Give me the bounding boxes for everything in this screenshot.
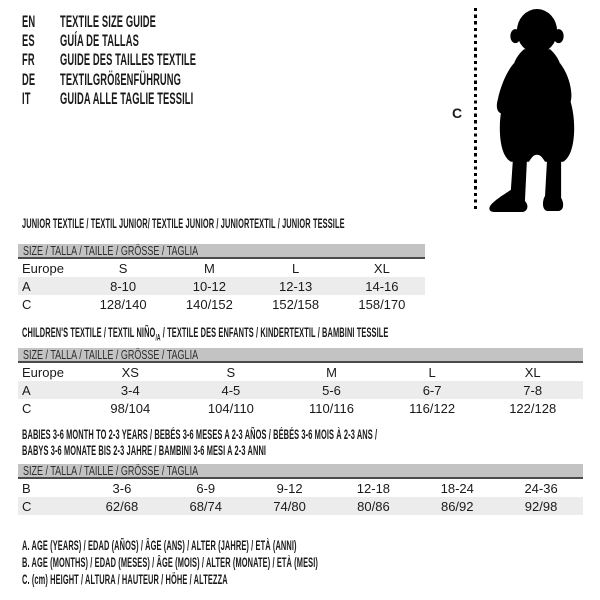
language-row-es (22, 31, 307, 50)
size-header-bar: SIZE / TALLA / TAILLE / GRÖSSE / TAGLIA (18, 348, 583, 363)
language-row-fr (22, 51, 307, 70)
language-code: IT (22, 89, 31, 109)
language-list (22, 12, 307, 109)
table-row: C 128/140 140/152 152/158 158/170 (22, 296, 406, 312)
junior-table (18, 244, 425, 313)
table-row: Europe S M L XL (22, 260, 390, 276)
footnote-legend (22, 538, 560, 589)
babies-table (18, 464, 583, 515)
language-title: TEXTILGRÖßENFÜHRUNG (60, 69, 182, 89)
table-row: B 3-6 6-9 9-12 12-18 18-24 24-36 (22, 480, 558, 496)
table-row: A 8-10 10-12 12-13 14-16 (18, 277, 425, 295)
language-code: DE (22, 69, 36, 89)
footnote-b: B. AGE (MONTHS) / EDAD (MESES) / ÂGE (MOIS) / ALTER (MONATE) / ETÀ (MESI) (22, 555, 318, 570)
height-dashed-line (474, 8, 477, 212)
table-row: C 62/68 68/74 74/80 80/86 86/92 92/98 (18, 497, 583, 515)
language-row-it (22, 90, 307, 109)
language-row-en (22, 12, 307, 31)
junior-table-title: JUNIOR TEXTILE / TEXTIL JUNIOR/ TEXTILE JUNIOR / JUNIORTEXTIL / JUNIOR TESSILE (22, 216, 345, 231)
children-table-title: CHILDREN'S TEXTILE / TEXTIL $NIÑO_{/A}$ / TEXTILE DES ENFANTS / KINDERTEXTIL / BAMBINI TESSILE (22, 325, 389, 343)
language-code: ES (22, 31, 35, 51)
table-row: C 98/104 104/110 110/116 116/122 122/128 (22, 400, 557, 416)
children-table (18, 348, 583, 417)
language-title: TEXTILE SIZE GUIDE (60, 11, 157, 31)
footnote-a: A. AGE (YEARS) / EDAD (AÑOS) / ÂGE (ANS) / ALTER (JAHRE) / ETÀ (ANNI) (22, 538, 297, 553)
baby-silhouette-image (486, 7, 588, 213)
table-row: Europe XS S M L XL (22, 364, 541, 380)
size-header-bar: SIZE / TALLA / TAILLE / GRÖSSE / TAGLIA (18, 464, 583, 479)
language-row-de (22, 70, 307, 89)
babies-table-title: BABIES 3-6 MONTH TO 2-3 YEARS / BEBÉS 3-6 MESES A 2-3 AÑOS / BÉBÉS 3-6 MOIS À 2-3 ANS / BABYS 3-6 MONATE BIS 2-3 JAHRE / BAMBINI 3-6 MESI A 2-3 ANNI (22, 427, 378, 458)
footnote-c: C. (cm) HEIGHT / ALTURA / HAUTEUR / HÖHE / ALTEZZA (22, 572, 228, 587)
height-measure-label: C (452, 105, 463, 121)
size-header-bar: SIZE / TALLA / TAILLE / GRÖSSE / TAGLIA (18, 244, 425, 259)
language-title: GUÍA DE TALLAS (60, 31, 139, 51)
language-code: EN (22, 11, 36, 31)
language-title: GUIDE DES TAILLES TEXTILE (60, 50, 197, 70)
language-title: GUIDA ALLE TAGLIE TESSILI (60, 89, 194, 109)
table-row: A 3-4 4-5 5-6 6-7 7-8 (18, 381, 583, 399)
language-code: FR (22, 50, 35, 70)
